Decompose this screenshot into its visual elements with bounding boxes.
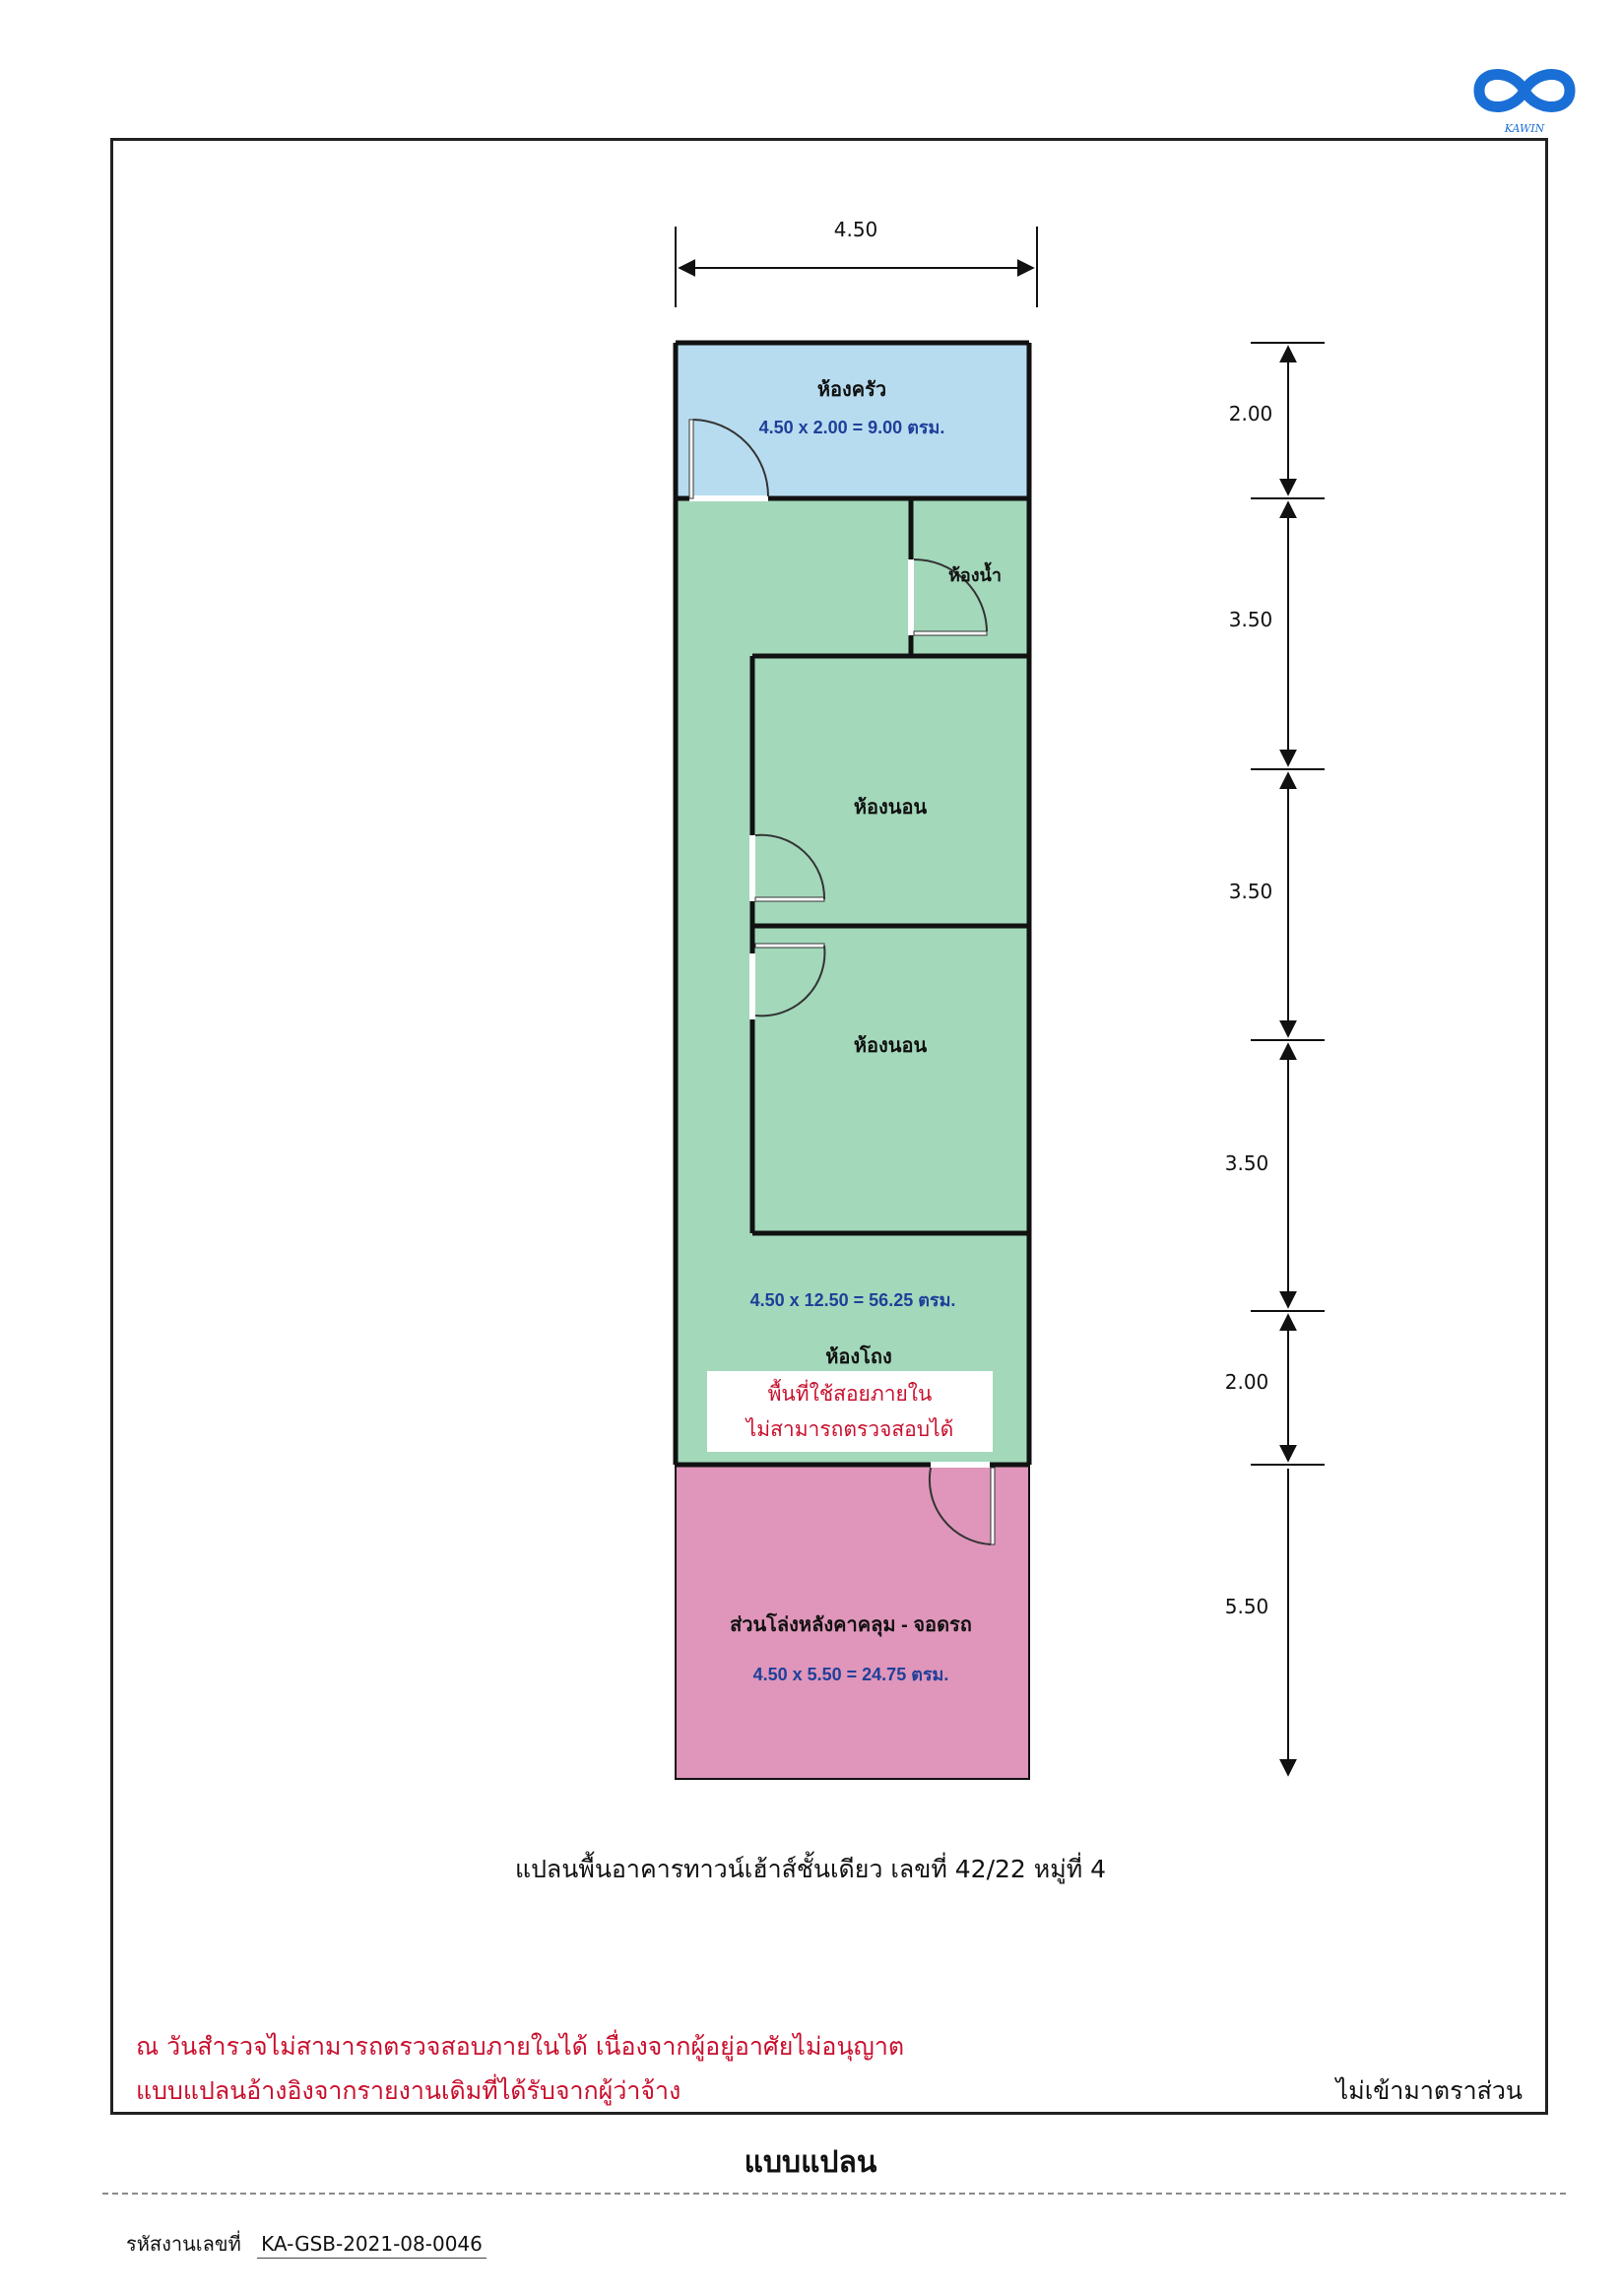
area-label-carport: 4.50 x 5.50 = 24.75 ตรม. [752, 1665, 949, 1684]
room-label-bedroom-1: ห้องนอน [853, 797, 928, 819]
scale-note: ไม่เข้ามาตราส่วน [1335, 2076, 1523, 2105]
job-code-footer [126, 2228, 486, 2260]
divider [102, 2193, 1566, 2195]
plan-caption: แปลนพื้นอาคารทาวน์เฮ้าส์ชั้นเดียว เลขที่ 42/22 หมู่ที่ 4 [514, 1855, 1107, 1883]
dim-label-5: 2.00 [1224, 1370, 1269, 1394]
room-label-kitchen: ห้องครัว [816, 379, 887, 401]
area-label-kitchen: 4.50 x 2.00 = 9.00 ตรม. [758, 418, 945, 437]
room-label-hall: ห้องโถง [825, 1346, 892, 1368]
hall-area [676, 498, 1029, 1465]
room-label-carport: ส่วนโล่งหลังคาคลุม - จอดรถ [730, 1614, 972, 1636]
dim-label-1: 2.00 [1228, 402, 1273, 426]
length-dimensions [1251, 343, 1325, 1775]
job-code-value: KA-GSB-2021-08-0046 [257, 2232, 486, 2259]
area-label-hall: 4.50 x 12.50 = 56.25 ตรม. [749, 1290, 956, 1310]
survey-note-2: แบบแปลนอ้างอิงจากรายงานเดิมที่ได้รับจากผู้ว่าจ้าง [136, 2076, 681, 2105]
job-code-label: รหัสงานเลขที่ [126, 2232, 241, 2256]
room-label-bedroom-2: ห้องนอน [853, 1035, 928, 1057]
logo-text: KAWIN [1504, 122, 1545, 135]
interior-notice [707, 1371, 993, 1452]
dim-label-4: 3.50 [1224, 1151, 1269, 1175]
length-labels [1225, 402, 1273, 1618]
survey-note-1: ณ วันสำรวจไม่สามารถตรวจสอบภายในได้ เนื่องจากผู้อยู่อาศัยไม่อนุญาต [136, 2032, 905, 2061]
document-title: แบบแปลน [744, 2145, 877, 2180]
dim-label-2: 3.50 [1228, 608, 1273, 631]
width-label: 4.50 [833, 218, 878, 241]
notice-line-2: ไม่สามารถตรวจสอบได้ [746, 1417, 954, 1441]
room-label-bathroom: ห้องน้ำ [948, 565, 1002, 585]
width-dimension [676, 218, 1037, 307]
dim-label-3: 3.50 [1228, 880, 1273, 903]
notice-line-1: พื้นที่ใช้สอยภายใน [767, 1382, 933, 1406]
dim-label-6: 5.50 [1224, 1595, 1269, 1618]
